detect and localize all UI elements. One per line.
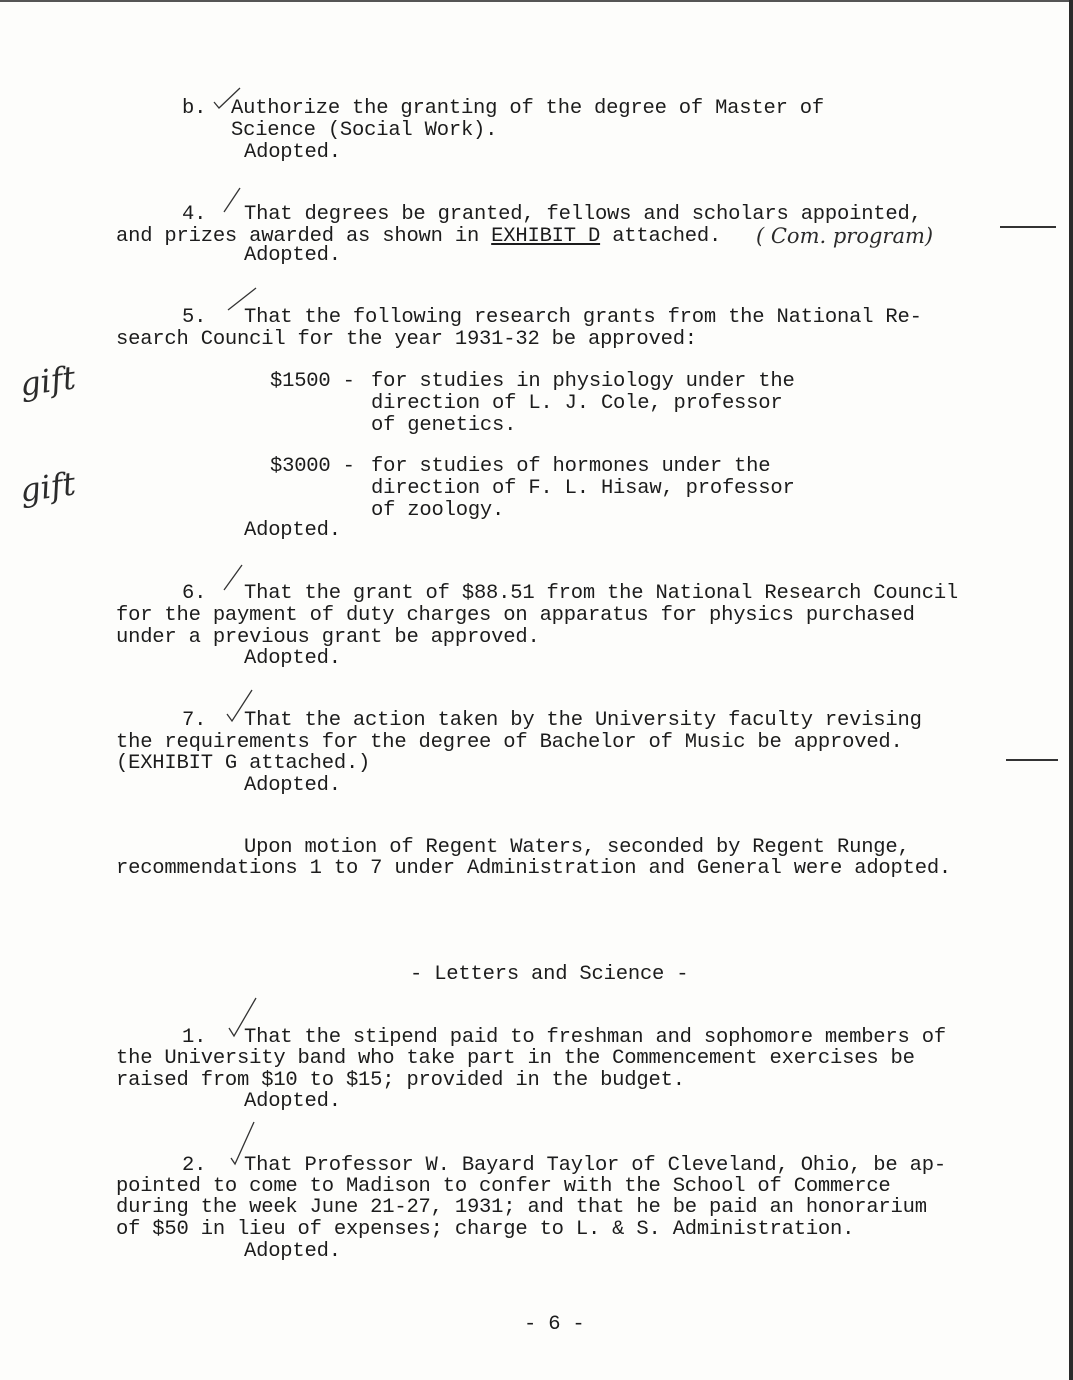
ls-item-1-line-2: the University band who take part in the Commencement exercises be [116,1047,915,1070]
item-6-number: 6. [182,582,207,605]
item-4-line-2b: attached. [600,225,722,248]
grant-1-amount: $1500 - [270,370,355,393]
item-6-line-2: for the payment of duty charges on apparatus for physics purchased [116,604,915,627]
item-5-line-1: That the following research grants from the National Re- [244,306,922,329]
handwritten-gift-note-1: gift [17,358,78,404]
ls-item-1-line-3: raised from $10 to $15; provided in the budget. [116,1069,685,1092]
motion-line-2: recommendations 1 to 7 under Administration and General were adopted. [116,857,952,880]
item-5-line-2: search Council for the year 1931-32 be approved: [116,328,697,351]
item-b-label: b. [182,97,207,120]
item-6-adopted: Adopted. [244,647,341,670]
item-5-number: 5. [182,306,207,329]
page-number: - 6 - [524,1313,585,1336]
motion-line-1: Upon motion of Regent Waters, seconded by Regent Runge, [244,836,910,859]
item-7-line-1: That the action taken by the University faculty revising [244,709,922,732]
item-b-adopted: Adopted. [244,141,341,164]
item-4-line-2a: and prizes awarded as shown in [116,225,492,248]
grant-2-amount: $3000 - [270,455,355,478]
item-4-adopted: Adopted. [244,244,341,267]
item-b-line-2: Science (Social Work). [231,119,498,142]
item-6-line-3: under a previous grant be approved. [116,626,540,649]
ls-item-1-adopted: Adopted. [244,1090,341,1113]
check-mark-icon [226,286,258,314]
item-4-line-2 [116,226,721,247]
ls-item-2-line-1: That Professor W. Bayard Taylor of Cleveland, Ohio, be ap- [244,1154,946,1177]
item-7-line-3: (EXHIBIT G attached.) [116,752,371,775]
grant-1-line-1: for studies in physiology under the [371,370,795,393]
grant-2-line-2: direction of F. L. Hisaw, professor [371,477,795,500]
margin-dash-mark [1000,226,1056,228]
item-7-line-2: the requirements for the degree of Bachelor of Music be approved. [116,731,903,754]
grant-2-line-3: of zoology. [371,499,505,522]
item-5-adopted: Adopted. [244,519,341,542]
check-mark-icon [226,996,260,1042]
ls-item-1-number: 1. [182,1026,207,1049]
item-6-line-1: That the grant of $88.51 from the National Research Council [244,582,959,605]
grant-1-line-3: of genetics. [371,414,517,437]
handwritten-gift-note-2: gift [17,464,78,510]
ls-item-2-line-3: during the week June 21-27, 1931; and that he be paid an honorarium [116,1196,927,1219]
ls-item-2-line-4: of $50 in lieu of expenses; charge to L. & S. Administration. [116,1218,855,1241]
section-heading: - Letters and Science - [410,963,689,986]
check-mark-icon [222,563,244,593]
check-mark-icon [228,1120,258,1168]
item-4-number: 4. [182,203,207,226]
ls-item-2-line-2: pointed to come to Madison to confer with the School of Commerce [116,1175,891,1198]
check-mark-icon [224,688,254,728]
ls-item-1-line-1: That the stipend paid to freshman and sophomore members of [244,1026,946,1049]
item-7-number: 7. [182,709,207,732]
item-4-line-1: That degrees be granted, fellows and scholars appointed, [244,203,922,226]
page-right-edge [1069,0,1073,1380]
check-mark-icon [222,186,242,216]
item-b-line-1: Authorize the granting of the degree of Master of [231,97,824,120]
ls-item-2-number: 2. [182,1154,207,1177]
grant-1-line-2: direction of L. J. Cole, professor [371,392,783,415]
item-7-adopted: Adopted. [244,774,341,797]
page-top-edge [0,0,1073,2]
margin-dash-mark [1006,759,1058,761]
grant-2-line-1: for studies of hormones under the [371,455,771,478]
exhibit-d-ref: EXHIBIT D [491,225,601,248]
handwritten-comm-program-note: ( Com. program) [756,224,934,248]
check-mark-icon [212,84,242,114]
ls-item-2-adopted: Adopted. [244,1240,341,1263]
